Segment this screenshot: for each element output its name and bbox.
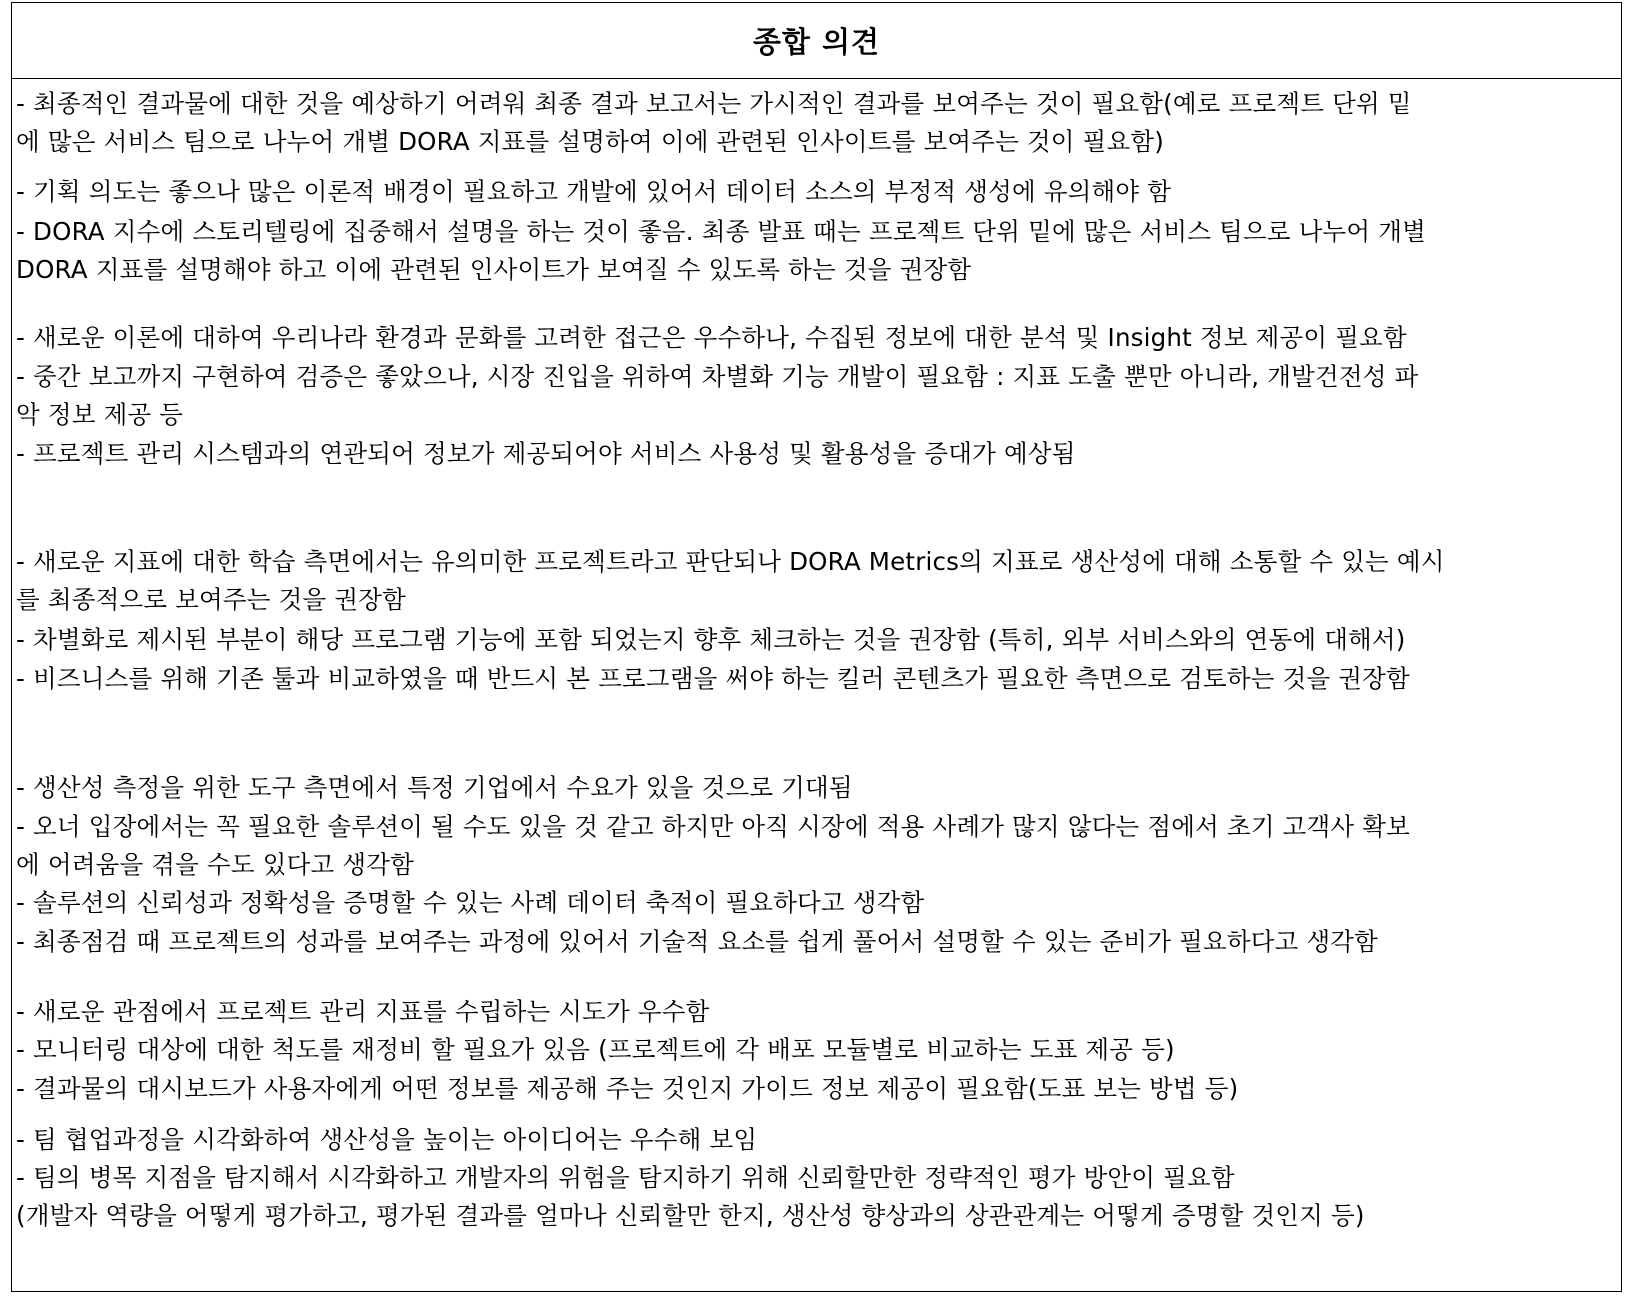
- comment-line: - 비즈니스를 위해 기존 툴과 비교하였을 때 반드시 본 프로그램을 써야 하는 킬러 콘텐츠가 필요한 측면으로 검토하는 것을 권장함: [16, 664, 1410, 693]
- comment-line: - 새로운 관점에서 프로젝트 관리 지표를 수립하는 시도가 우수함: [16, 997, 710, 1026]
- page-title: 종합 의견: [752, 25, 881, 59]
- comment-line: - 오너 입장에서는 꼭 필요한 솔루션이 될 수도 있을 것 같고 하지만 아직 시장에 적용 사례가 많지 않다는 점에서 초기 고객사 확보: [16, 812, 1410, 841]
- comment-line: DORA 지표를 설명해야 하고 이에 관련된 인사이트가 보여질 수 있도록 하는 것을 권장함: [16, 255, 972, 284]
- comment-sheet: [11, 2, 1622, 1292]
- comment-line: 를 최종적으로 보여주는 것을 권장함: [16, 585, 406, 614]
- comment-line: - DORA 지수에 스토리텔링에 집중해서 설명을 하는 것이 좋음. 최종 발표 때는 프로젝트 단위 밑에 많은 서비스 팀으로 나누어 개별: [16, 217, 1427, 246]
- comment-line: 에 어려움을 겪을 수도 있다고 생각함: [16, 850, 414, 879]
- comment-line: - 차별화로 제시된 부분이 해당 프로그램 기능에 포함 되었는지 향후 체크하는 것을 권장함 (특히, 외부 서비스와의 연동에 대해서): [16, 625, 1406, 654]
- comment-line: - 모니터링 대상에 대한 척도를 재정비 할 필요가 있음 (프로젝트에 각 배포 모듈별로 비교하는 도표 제공 등): [16, 1035, 1175, 1064]
- comment-line: - 새로운 이론에 대하여 우리나라 환경과 문화를 고려한 접근은 우수하나, 수집된 정보에 대한 분석 및 Insight 정보 제공이 필요함: [16, 323, 1407, 352]
- comment-line: 에 많은 서비스 팀으로 나누어 개별 DORA 지표를 설명하여 이에 관련된 인사이트를 보여주는 것이 필요함): [16, 127, 1165, 156]
- comment-line: - 최종적인 결과물에 대한 것을 예상하기 어려워 최종 결과 보고서는 가시적인 결과를 보여주는 것이 필요함(예로 프로젝트 단위 밑: [16, 89, 1412, 118]
- comment-line: - 결과물의 대시보드가 사용자에게 어떤 정보를 제공해 주는 것인지 가이드 정보 제공이 필요함(도표 보는 방법 등): [16, 1074, 1239, 1103]
- comment-line: - 팀의 병목 지점을 탐지해서 시각화하고 개발자의 위험을 탐지하기 위해 신뢰할만한 정략적인 평가 방안이 필요함: [16, 1163, 1235, 1192]
- comment-line: - 팀 협업과정을 시각화하여 생산성을 높이는 아이디어는 우수해 보임: [16, 1125, 758, 1154]
- comment-line: - 솔루션의 신뢰성과 정확성을 증명할 수 있는 사례 데이터 축적이 필요하다고 생각함: [16, 888, 925, 917]
- header-row: [12, 3, 1621, 79]
- comment-line: - 최종점검 때 프로젝트의 성과를 보여주는 과정에 있어서 기술적 요소를 쉽게 풀어서 설명할 수 있는 준비가 필요하다고 생각함: [16, 927, 1379, 956]
- comment-line: - 중간 보고까지 구현하여 검증은 좋았으나, 시장 진입을 위하여 차별화 기능 개발이 필요함 : 지표 도출 뿐만 아니라, 개발건전성 파: [16, 362, 1419, 391]
- comment-line: - 새로운 지표에 대한 학습 측면에서는 유의미한 프로젝트라고 판단되나 DORA Metrics의 지표로 생산성에 대해 소통할 수 있는 예시: [16, 547, 1445, 576]
- comment-line: - 프로젝트 관리 시스템과의 연관되어 정보가 제공되어야 서비스 사용성 및 활용성을 증대가 예상됨: [16, 439, 1076, 468]
- comment-line: 악 정보 제공 등: [16, 400, 184, 429]
- comment-line: - 생산성 측정을 위한 도구 측면에서 특정 기업에서 수요가 있을 것으로 기대됨: [16, 773, 853, 802]
- comment-line: (개발자 역량을 어떻게 평가하고, 평가된 결과를 얼마나 신뢰할만 한지, 생산성 향상과의 상관관계는 어떻게 증명할 것인지 등): [16, 1201, 1365, 1230]
- comment-line: - 기획 의도는 좋으나 많은 이론적 배경이 필요하고 개발에 있어서 데이터 소스의 부정적 생성에 유의해야 함: [16, 177, 1172, 206]
